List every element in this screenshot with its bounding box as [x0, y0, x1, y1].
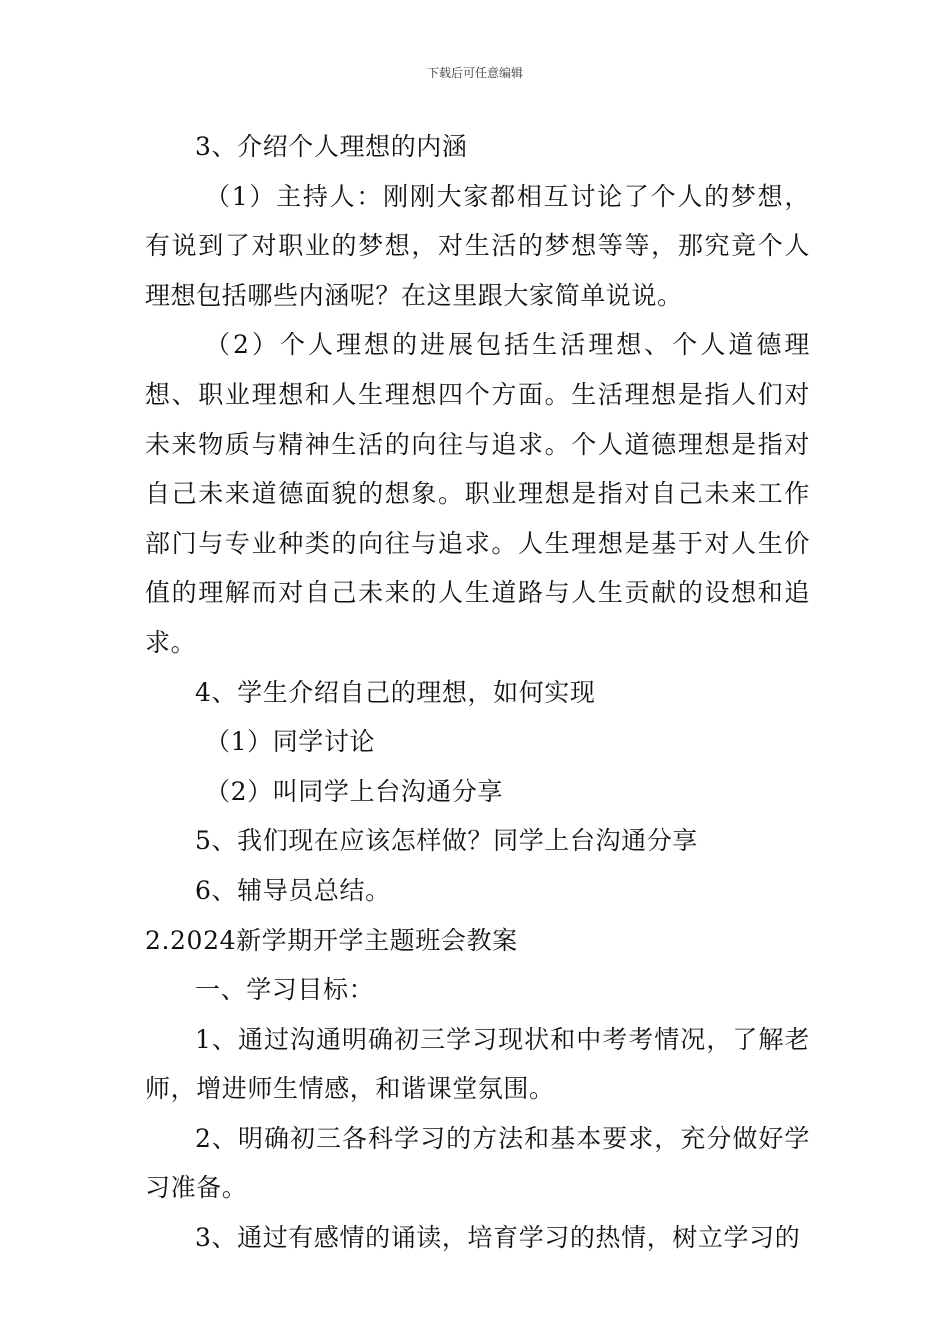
document-body	[145, 122, 810, 1263]
paragraph-9: 一、学习目标：	[195, 975, 375, 1005]
paragraph-0: 3、介绍个人理想的内涵	[195, 132, 468, 161]
paragraph-6: 5、我们现在应该怎样做？同学上台沟通分享	[195, 826, 698, 856]
paragraph-7: 6、辅导员总结。	[195, 875, 391, 905]
paragraph-3: 4、学生介绍自己的理想，如何实现	[195, 677, 596, 707]
paragraph-4: （1）同学讨论	[205, 727, 376, 757]
paragraph-1: （1）主持人：刚刚大家都相互讨论了个人的梦想，有说到了对职业的梦想，对生活的梦想等等，那究竟个人理想包括哪些内涵呢？在这里跟大家简单说说。	[145, 181, 810, 310]
paragraph-11: 2、明确初三各科学习的方法和基本要求，充分做好学习准备。	[145, 1123, 810, 1203]
page-header-note: 下载后可任意编辑	[426, 66, 523, 80]
paragraph-5: （2）叫同学上台沟通分享	[205, 776, 504, 806]
section-heading: 2.2024新学期开学主题班会教案	[145, 925, 518, 955]
paragraph-10: 1、通过沟通明确初三学习现状和中考考情况，了解老师，增进师生情感，和谐课堂氛围。	[145, 1024, 810, 1104]
paragraph-12: 3、通过有感情的诵读，培育学习的热情，树立学习的	[195, 1223, 801, 1253]
paragraph-2: （2）个人理想的进展包括生活理想、个人道德理想、职业理想和人生理想四个方面。生活理想是指人们对未来物质与精神生活的向往与追求。个人道德理想是指对自己未来道德面貌的想象。职业理想是指对自己未来工作部门与专业种类的向往与追求。人生理想是基于对人生价值的理解而对自己未来的人生道路与人生贡献的设想和追求。	[145, 330, 810, 657]
